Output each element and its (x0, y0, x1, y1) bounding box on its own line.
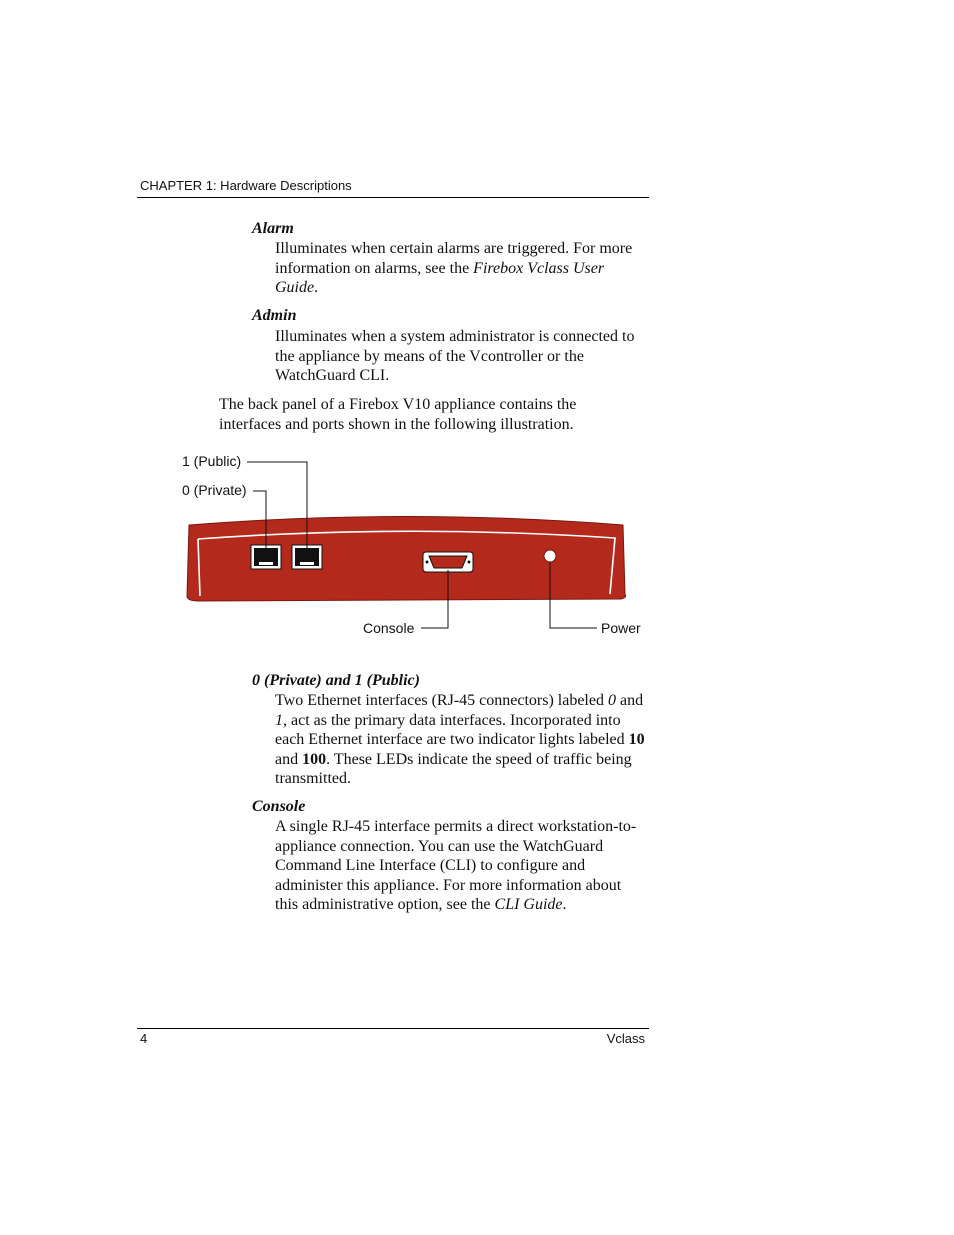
header-rule (137, 197, 649, 198)
desc-ports (275, 691, 647, 789)
ref-user-guide: Firebox Vclass User Guide (275, 259, 605, 297)
footer-rule (137, 1028, 649, 1029)
label-ten: 10 (628, 731, 645, 749)
label-one: 1 (275, 711, 283, 729)
term-admin: Admin (252, 307, 297, 324)
label-hundred: 100 (302, 750, 327, 768)
desc-ports-and2: and (275, 750, 303, 768)
desc-alarm-text: Illuminates when certain alarms are triggered. For more information on alarms, see the (275, 240, 633, 277)
footer-title: Vclass (606, 1031, 645, 1046)
label-private: 0 (Private) (182, 482, 247, 498)
desc-alarm-end: . (314, 279, 319, 297)
running-header: CHAPTER 1: Hardware Descriptions (140, 178, 352, 193)
label-zero: 0 (607, 692, 616, 709)
desc-ports-and: and (615, 692, 644, 709)
desc-console-a: A single RJ-45 interface permits a direct workstation-to-appliance connection. You can use the WatchGuard Command Line Interface (CLI) to configure and administer this appliance. For more information about this administrative option, see the (275, 818, 637, 914)
term-alarm: Alarm (252, 220, 294, 237)
label-public: 1 (Public) (182, 453, 242, 469)
desc-console-end: . (562, 896, 567, 914)
term-ports: 0 (Private) and 1 (Public) (252, 672, 420, 689)
back-panel-illustration (175, 446, 655, 646)
intro-paragraph: The back panel of a Firebox V10 appliance contains the interfaces and ports shown in the following illustration. (219, 396, 577, 433)
desc-alarm (275, 239, 647, 298)
label-console: Console (363, 620, 415, 636)
page-number: 4 (140, 1031, 148, 1046)
desc-admin: Illuminates when a system administrator is connected to the appliance by means of the Vcontroller or the WatchGuard CLI. (275, 328, 635, 385)
console-port (423, 552, 473, 572)
label-power: Power (601, 620, 641, 636)
desc-ports-b: , act as the primary data interfaces. Incorporated into each Ethernet interface are two indicator lights labeled (275, 711, 629, 749)
ref-cli-guide: CLI Guide (494, 896, 563, 914)
term-console: Console (252, 798, 306, 815)
desc-console (275, 817, 647, 915)
desc-ports-a: Two Ethernet interfaces (RJ-45 connectors) labeled (275, 692, 608, 709)
desc-ports-c: . These LEDs indicate the speed of traffic being transmitted. (275, 750, 632, 788)
power-jack (544, 550, 556, 562)
